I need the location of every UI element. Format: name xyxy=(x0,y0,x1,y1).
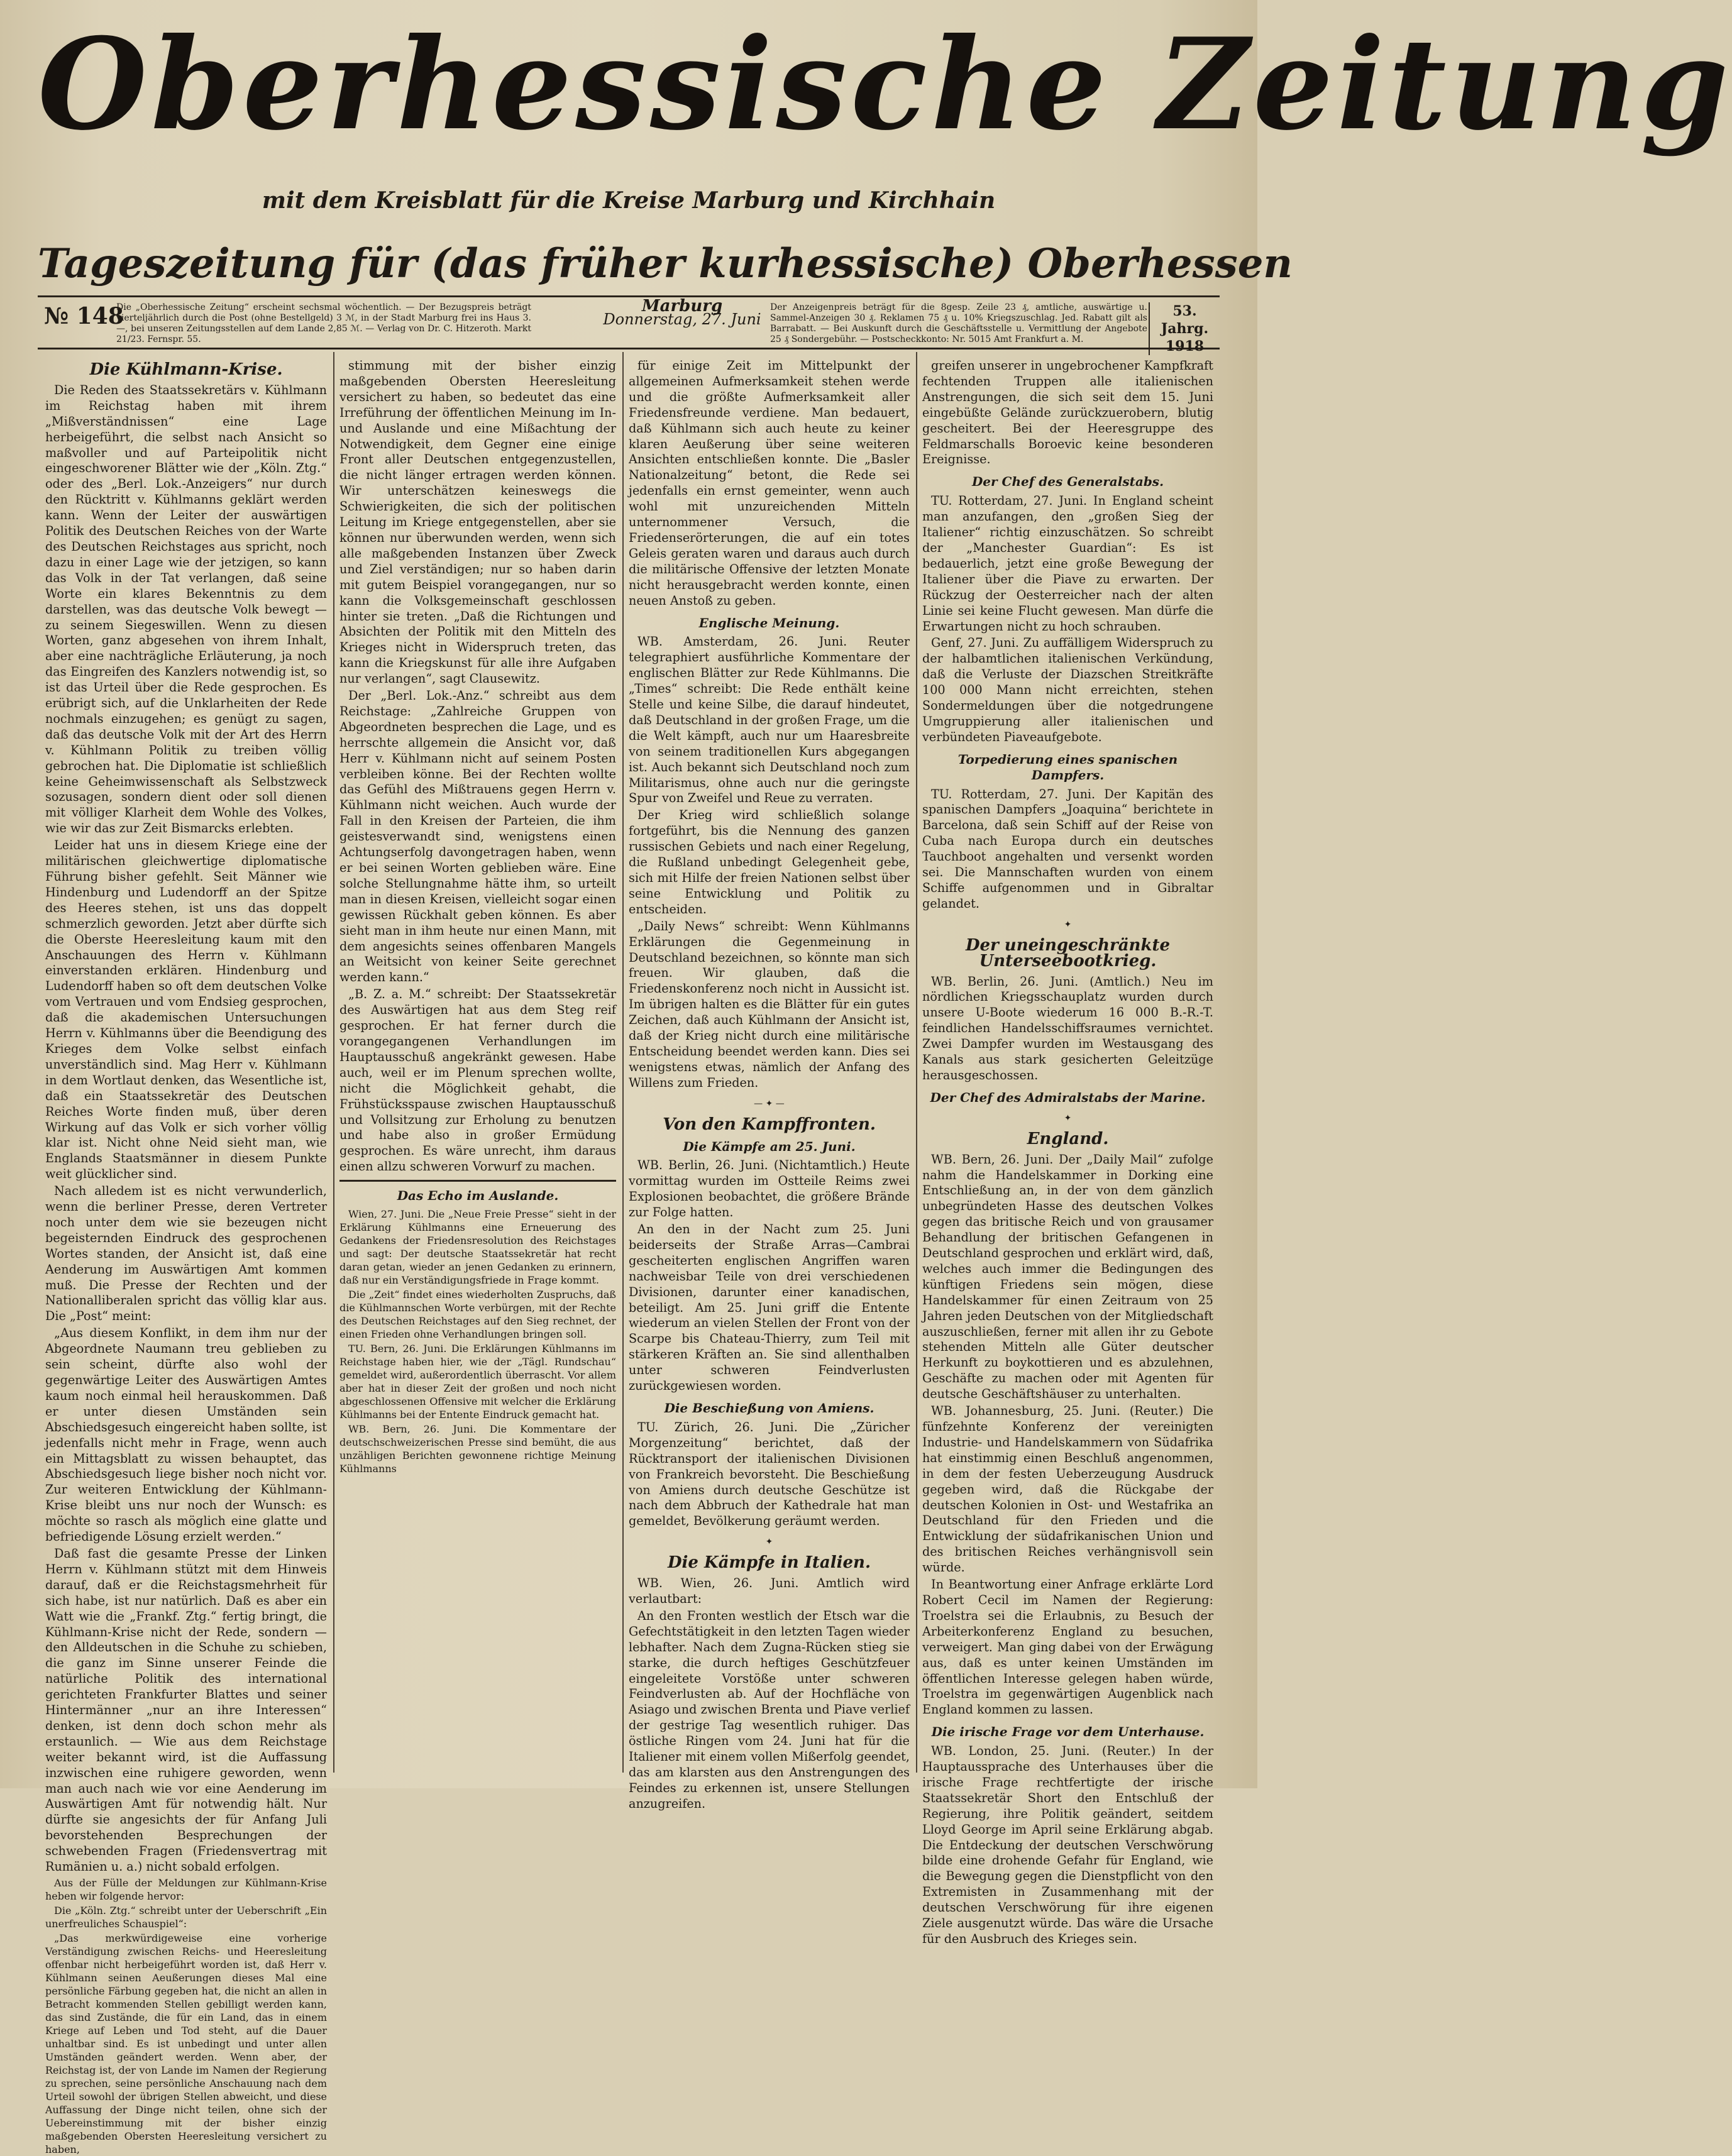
paragraph: Die „Zeit“ findet eines wiederholten Zuspruchs, daß die Kühlmannschen Worte verbürgen, mit der Rechte des Deutschen Reichstages auf den Sieg rechnet, der einen Frieden ohne Verhandlungen bringen soll. xyxy=(339,1289,616,1341)
column-1 xyxy=(45,358,327,2155)
column-rule xyxy=(916,352,917,1773)
paragraph: Der Krieg wird schließlich solange fortgeführt, bis die Nennung des ganzen russischen Gebiets und nach einer Regelung, die Rußland unbedingt Gelegenheit gebe, sich mit Hilfe der freien Nationen selbst über seine Entwicklung und Politik zu entscheiden. xyxy=(629,808,910,916)
volume-year xyxy=(1149,302,1215,355)
issue-number: № 148 xyxy=(44,303,124,329)
paragraph: WB. Bern, 26. Juni. Die Kommentare der deutschschweizerischen Presse sind bemüht, die aus unzähligen Berichten gewonnene richtige Meinung Kühlmanns xyxy=(339,1423,616,1475)
paragraph: „B. Z. a. M.“ schreibt: Der Staatssekretär des Auswärtigen hat aus dem Steg reif gesprochen. Er hat ferner durch die vorangegangenen Verhandlungen im Hauptausschuß angekränkt gewesen. Habe auch, weil er im Plenum sprechen wollte, nicht die Möglichkeit gehabt, die Frühstücksspause zwischen Hauptausschuß und Vollsitzung zur Erholung zu benutzen und habe also in großer Ermüdung gesprochen. Es wäre unrecht, ihm daraus einen allzu schweren Vorwurf zu machen. xyxy=(339,987,616,1174)
paragraph: greifen unserer in ungebrochener Kampfkraft fechtenden Truppen alle italienischen Anstrengungen, die sich seit dem 15. Juni eingebüßte Gelände zurückzuerobern, blutig gescheitert. Bei der Heeresgruppe des Feldmarschalls Boroevic keine besonderen Ereignisse. xyxy=(922,358,1213,467)
paragraph: TU. Rotterdam, 27. Juni. In England scheint man anzufangen, den „großen Sieg der Italiener“ richtig einzuschätzen. So schreibt der „Manchester Guardian“: Es ist bedauerlich, jetzt eine große Bewegung der Italiener über die Piave zu erwarten. Der Rückzug der Oesterreicher nach der alten Linie sei keine Flucht gewesen. Man dürfe die Erwartungen nicht zu hoch schrauben. xyxy=(922,493,1213,634)
ornament-divider: ✦ xyxy=(765,1537,773,1548)
paragraph: „Aus diesem Konflikt, in dem ihm nur der Abgeordnete Naumann treu geblieben zu sein scheint, dürfte also wohl der gegenwärtige Leiter des Auswärtigen Amtes kaum noch einmal heil herauskommen. Daß er unter diesen Umständen sein Abschiedsgesuch eingereicht haben sollte, ist jedenfalls nicht mehr in Frage, wenn auch ein Mittagsblatt zu wissen behauptet, das Abschiedsgesuch liege bisher noch nicht vor. Zur weiteren Entwicklung der Kühlmann-Krise bleibt uns nur noch der Wunsch: es möchte so rasch als möglich eine glatte und befriedigende Lösung erzielt werden.“ xyxy=(45,1326,327,1544)
ornament-divider: ✦ xyxy=(1064,1113,1072,1123)
paragraph: TU. Rotterdam, 27. Juni. Der Kapitän des spanischen Dampfers „Joaquina“ berichtete in Barcelona, daß sein Schiff auf der Reise von Cuba nach Europa durch ein deutsches Tauchboot angehalten und versenkt worden sei. Die Mannschaften wurden von einem Schiffe aufgenommen und in Gibraltar gelandet. xyxy=(922,786,1213,911)
section-subheading: Die Kämpfe am 25. Juni. xyxy=(683,1138,856,1154)
ornament-divider: ✦ xyxy=(1064,919,1072,930)
paragraph: An den in der Nacht zum 25. Juni beiderseits der Straße Arras—Cambrai gescheiterten englischen Angriffen waren nachweisbar Teile von drei verschiedenen Divisionen, darunter einer kanadischen, beteiligt. Am 25. Juni griff die Entente wiederum an vielen Stellen der Front von der Scarpe bis Chateau-Thierry, zum Teil mit stärkeren Kräften an. Sie sind allenthalben unter schweren Feindverlusten zurückgewiesen worden. xyxy=(629,1222,910,1394)
newspaper-tagline: Tageszeitung für (das früher kurhessische) Oberhessen xyxy=(38,240,1293,287)
paragraph: WB. Bern, 26. Juni. Der „Daily Mail“ zufolge nahm die Handelskammer in Dorking eine Entschließung an, in der von dem gänzlich unbegründeten Hasse des deutschen Volkes gegen das britische Reich und von grausamer Behandlung der britischen Gefangenen in Deutschland gesprochen und erklärt wird, daß, welches auch immer die Bedingungen des künftigen Friedens sein mögen, diese Handelskammer für einen Zeitraum von 25 Jahren jeden Deutschen von der Mitgliedschaft auszuschließen, ferner mit allen ihr zu Gebote stehenden Mitteln alle Güter deutscher Herkunft zu boykottieren und es abzulehnen, Geschäfte zu machen oder mit Agenten für deutsche Geschäftshäuser zu unterhalten. xyxy=(922,1152,1213,1402)
paragraph: Genf, 27. Juni. Zu auffälligem Widerspruch zu der halbamtlichen italienischen Verkündung, daß die Verluste der Diazschen Streitkräfte 100 000 Mann nicht erreichten, stehen Sondermeldungen über die notgedrungene Umgruppierung aller italienischen und verbündeten Piaveaufgebote. xyxy=(922,635,1213,744)
paragraph: WB. Johannesburg, 25. Juni. (Reuter.) Die fünfzehnte Konferenz der vereinigten Industrie- und Handelskammern von Südafrika hat einstimmig einen Beschluß angenommen, in dem der festen Ueberzeugung Ausdruck gegeben wird, daß die Rückgabe der deutschen Kolonien in Ost- und Westafrika an Deutschland für den Frieden und die Entwicklung der südafrikanischen Union und des britischen Reiches verhängnisvoll sein würde. xyxy=(922,1404,1213,1575)
paragraph: WB. Amsterdam, 26. Juni. Reuter telegraphiert ausführliche Kommentare der englischen Blätter zur Rede Kühlmanns. Die „Times“ schreibt: Die Rede enthält keine Stelle und keine Silbe, die darauf hindeutet, daß Deutschland in der großen Frage, um die die Welt kämpft, auch nur um Haaresbreite von seinem traditionellen Kurs abgegangen ist. Auch bekannt sich Deutschland noch zum Militarismus, ohne auch nur die geringste Spur von Zweifel und Reue zu verraten. xyxy=(629,634,910,806)
ornament-divider: — ✦ — xyxy=(754,1098,785,1109)
paragraph: Die „Köln. Ztg.“ schreibt unter der Ueberschrift „Ein unerfreuliches Schauspiel“: xyxy=(45,1905,327,1930)
paragraph: Aus der Fülle der Meldungen zur Kühlmann-Krise heben wir folgende hervor: xyxy=(45,1877,327,1902)
column-3 xyxy=(629,358,910,1811)
volume-number: 53. Jahrg. xyxy=(1161,303,1209,337)
dateline xyxy=(597,297,767,328)
article-heading: Der uneingeschränkte Unterseebootkrieg. xyxy=(965,935,1171,971)
dateline-date: Donnerstag, 27. Juni xyxy=(603,311,761,328)
column-4 xyxy=(922,358,1213,1946)
paragraph: TU. Zürich, 26. Juni. Die „Züricher Morgenzeitung“ berichtet, daß der Rücktransport der italienischen Divisionen von Frankreich bevorsteht. Die Beschießung von Amiens durch deutsche Geschütze ist nach dem Abbruch der Kathedrale hat man gemeldet, Bevölkerung geräumt werden. xyxy=(629,1419,910,1529)
newspaper-subtitle: mit dem Kreisblatt für die Kreise Marburg und Kirchhain xyxy=(262,187,996,214)
paragraph: WB. Berlin, 26. Juni. (Amtlich.) Neu im nördlichen Kriegsschauplatz wurden durch unsere U-Boote wiederum 16 000 B.-R.-T. feindlichen Handelsschiffsraumes vernichtet. Zwei Dampfer wurden im Westausgang des Kanals aus stark gesicherten Geleitzüge herausgeschossen. xyxy=(922,974,1213,1082)
paragraph: Nach alledem ist es nicht verwunderlich, wenn die berliner Presse, deren Vertreter noch unter dem wie sie bezeugen nicht begeisternden Eindruck des gesprochenen Wortes standen, der Ansicht ist, daß eine Aenderung im Auswärtigen Amt kommen muß. Die Presse der Rechten und der Nationalliberalen spricht das völlig klar aus. Die „Post“ meint: xyxy=(45,1184,327,1324)
dateline-city: Marburg xyxy=(641,297,723,316)
signature-line: Der Chef des Generalstabs. xyxy=(971,474,1164,490)
masthead xyxy=(38,6,1732,214)
section-subheading: Die irische Frage vor dem Unterhause. xyxy=(931,1724,1205,1740)
paragraph: Die Reden des Staatssekretärs v. Kühlmann im Reichstag haben mit ihrem „Mißverständnissen“ eine Lage herbeigeführt, die selbst nach Ansicht so maßvoller und auf Parteipolitik nicht eingeschworener Blätter wie der „Köln. Ztg.“ oder des „Berl. Lok.-Anzeigers“ nur durch den Rücktritt v. Kühlmanns geklärt werden kann. Wenn der Leiter der auswärtigen Politik des Deutschen Reiches von der Warte des Deutschen Reichstages aus spricht, noch dazu in einer Lage wie der jetzigen, so kann das Volk in der Tat verlangen, daß seine Worte ein klares Bekenntnis zu dem darstellen, was das deutsche Volk bewegt — zu seinem Siegeswillen. Wenn zu diesen Worten, ganz abgesehen von ihrem Inhalt, aber eine nachträgliche Erläuterung, ja noch das Eingreifen des Kanzlers notwendig ist, so ist das Urteil über die Rede gesprochen. Es erübrigt sich, auf die Unklarheiten der Rede nochmals einzugehen; es genügt zu sagen, daß das deutsche Volk mit der Art des Herrn v. Kühlmann Politik zu treiben völlig gebrochen hat. Die Diplomatie ist schließlich keine Geheimwissenschaft als Selbstzweck sozusagen, sondern dient oder soll dienen mit völliger Klarheit dem Wohle des Volkes, wie wir das zur Zeit Bismarcks erlebten. xyxy=(45,382,327,836)
paragraph: WB. Wien, 26. Juni. Amtlich wird verlautbart: xyxy=(629,1576,910,1606)
section-divider xyxy=(339,1180,616,1182)
advertising-info: Der Anzeigenpreis beträgt für die 8gesp. Zeile 23 ₰, amtliche, auswärtige u. Sammel-Anzeigen 30 ₰. Reklamen 75 ₰ u. 10% Kriegszuschlag. Jed. Rabatt gilt als Barrabatt. — Bei Auskunft durch die Geschäftsstelle u. Vermittlung der Angebote 25 ₰ Sondergebühr. — Postscheckkonto: Nr. 5015 Amt Frankfurt a. M. xyxy=(770,302,1147,344)
info-bar xyxy=(38,295,1220,355)
publication-year: 1918 xyxy=(1165,338,1205,355)
newspaper-title: Oberhessische Zeitung xyxy=(38,11,1732,158)
article-heading: Die Kämpfe in Italien. xyxy=(667,1553,871,1573)
paragraph: Daß fast die gesamte Presse der Linken Herrn v. Kühlmann stützt mit dem Hinweis darauf, daß er die Reichstagsmehrheit für sich habe, ist nur natürlich. Daß es aber ein Watt wie die „Frankf. Ztg.“ fertig bringt, die Kühlmann-Krise nicht der Rede, sondern — den Alldeutschen in die Schuhe zu schieben, die ganz im Sinne unserer Feinde die natürliche Politik des international gerichteten Frankfurter Blattes und seiner Hintermänner „nur an ihre Interessen“ denken, ist denn doch schon mehr als erstaunlich. — Wie aus dem Reichstage weiter bekannt wird, ist die Auffassung inzwischen eine ruhigere geworden, wenn man auch nach wie vor eine Aenderung im Auswärtigen Amt für notwendig hält. Nur dürfte sie angesichts der für Anfang Juli bevorstehenden Besprechungen der schwebenden Fragen (Friedensvertrag mit Rumänien u. a.) nicht sobald erfolgen. xyxy=(45,1546,327,1874)
paragraph: WB. London, 25. Juni. (Reuter.) In der Hauptaussprache des Unterhauses über die irische Frage rechtfertigte der irische Staatssekretär Short den Entschluß der Regierung, ihre Politik geändert, seitdem Lloyd George im April seine Erklärung abgab. Die Entdeckung der deutschen Verschwörung bilde eine drohende Gefahr für England, wie die Bewegung gegen die Dienstpflicht von den Extremisten in Zusammenhang mit der deutschen Verschwörung für ihre eigenen Ziele ausgenutzt würde. Das wäre die Ursache für den Ausbruch des Krieges sein. xyxy=(922,1744,1213,1946)
paragraph: für einige Zeit im Mittelpunkt der allgemeinen Aufmerksamkeit stehen werde und die größte Aufmerksamkeit aller Friedensfreunde verdiene. Man bedauert, daß Kühlmann sich auch heute zu keiner klaren Aeußerung über seine weiteren Ansichten entschließen konnte. Die „Basler Nationalzeitung“ betont, die Rede sei jedenfalls ein ernst gemeinter, wenn auch wohl mit unzureichenden Mitteln unternommener Versuch, die Friedenserörterungen, die auf ein totes Geleis geraten waren und daraus auch durch die militärische Offensive der letzten Monate nicht herausgebracht werden konnte, einen neuen Anstoß zu geben. xyxy=(629,358,910,608)
section-heading: Das Echo im Auslande. xyxy=(397,1188,559,1204)
paragraph: „Daily News“ schreibt: Wenn Kühlmanns Erklärungen die Gegenmeinung in Deutschland bezeichnen, so könnte man sich freuen. Wir glauben, daß die Friedenskonferenz noch nicht in Aussicht ist. Im übrigen halten es die Blätter für ein gutes Zeichen, daß auch Kühlmann der Ansicht ist, daß der Krieg nicht durch eine militärische Entscheidung beendet werden kann. Dies sei wenigstens etwas, nämlich der Anfang des Willens zum Frieden. xyxy=(629,918,910,1090)
paragraph: Wien, 27. Juni. Die „Neue Freie Presse“ sieht in der Erklärung Kühlmanns eine Erneuerung des Gedankens der Friedensresolution des Reichstages und sagt: Der deutsche Staatssekretär hat recht daran getan, wieder an jenen Gedanken zu erinnern, daß nur ein Verständigungsfriede in Frage kommt. xyxy=(339,1208,616,1287)
article-heading: Von den Kampffronten. xyxy=(663,1114,876,1134)
section-heading: Englische Meinung. xyxy=(698,615,840,630)
column-rule xyxy=(333,352,334,1773)
column-2 xyxy=(339,358,616,1773)
paragraph: „Das merkwürdigeweise eine vorherige Verständigung zwischen Reichs- und Heeresleitung offenbar nicht herbeigeführt worden ist, daß Herr v. Kühlmann seinen Aeußerungen dieses Mal eine persönliche Färbung gegeben hat, die nicht an allen in Betracht kommenden Stellen gebilligt werden kann, das sind Zustände, die für ein Land, das in einem Kriege auf Leben und Tod steht, auf die Dauer unhaltbar sind. Es ist unbedingt und unter allen Umständen geändert werden. Wenn aber, der Reichstag ist, der von Lande im Namen der Regierung zu sprechen, seine persönliche Anschauung nach dem Urteil sowohl der übrigen Stellen abweicht, und diese Auffassung der Dinge nicht teilen, ohne sich der Uebereinstimmung mit der bisher einzig maßgebenden Obersten Heeresleitung versichert zu haben, xyxy=(45,1932,327,2155)
paragraph: TU. Bern, 26. Juni. Die Erklärungen Kühlmanns im Reichstage haben hier, wie der „Tägl. Rundschau“ gemeldet wird, außerordentlich überrascht. Vor allem aber hat in dieser Zeit der großen und noch nicht abgeschlossenen Offensive mit welcher die Erklärung Kühlmanns bei der Entente Eindruck gemacht hat. xyxy=(339,1343,616,1421)
signature-line: Der Chef des Admiralstabs der Marine. xyxy=(930,1089,1206,1105)
section-subheading: Torpedierung eines spanischen Dampfers. xyxy=(957,751,1178,783)
paragraph: stimmung mit der bisher einzig maßgebenden Obersten Heeresleitung versichert zu haben, so bedeutet das eine Irreführung der öffentlichen Meinung im In- und Auslande und eine Mißachtung der Notwendigkeit, dem Gegner eine einige Front aller Deutschen entgegenzustellen, die nicht länger ertragen werden können. Wir unterschätzen keineswegs die Schwierigkeiten, die sich der politischen Leitung im Kriege entgegenstellen, aber sie können nur überwunden werden, wenn sich alle maßgebenden Instanzen über Zweck und Ziel verständigen; nur so haben darin mit gutem Beispiel vorangegangen, nur so kann die Volksgemeinschaft geschlossen hinter sie treten. „Daß die Richtungen und Absichten der Politik mit den Mitteln des Krieges nicht in Widerspruch treten, das kann die Kriegskunst für alle ihre Aufgaben nur verlangen“, sagt Clausewitz. xyxy=(339,358,616,686)
section-subheading: Die Beschießung von Amiens. xyxy=(664,1400,874,1416)
column-rule xyxy=(622,352,624,1773)
article-heading: Die Kühlmann-Krise. xyxy=(89,360,283,379)
paragraph: Der „Berl. Lok.-Anz.“ schreibt aus dem Reichstage: „Zahlreiche Gruppen von Abgeordneten besprechen die Lage, und es herrschte allgemein die Ansicht vor, daß Herr v. Kühlmann nicht auf seinem Posten verbleiben könne. Bei der Rechten wollte das Gefühl des Mißtrauens gegen Herrn v. Kühlmann nicht weichen. Auch wurde der Fall in den Kreisen der Parteien, die ihm geistesverwandt sind, wenigstens einen Achtungserfolg davongetragen haben, wenn er bei seinen Worten geblieben wäre. Eine solche Stellungnahme hätte ihm, so urteilt man in diesen Kreisen, vielleicht sogar einen gewissen Rückhalt geben können. Es aber sieht man in ihm heute nur einen Mann, mit dem angesichts seines offenbaren Mangels an Weitsicht von keiner Seite gerechnet werden kann.“ xyxy=(339,688,616,985)
article-heading: England. xyxy=(1027,1129,1109,1148)
paragraph: WB. Berlin, 26. Juni. (Nichtamtlich.) Heute vormittag wurden im Ostteile Reims zwei Explosionen beobachtet, die größere Brände zur Folge hatten. xyxy=(629,1158,910,1220)
subscription-info: Die „Oberhessische Zeitung“ erscheint sechsmal wöchentlich. — Der Bezugspreis beträgt vierteljährlich durch die Post (ohne Bestellgeld) 3 ℳ, in der Stadt Marburg frei ins Haus 3.—, bei unseren Zeitungsstellen auf dem Lande 2,85 ℳ. — Verlag von Dr. C. Hitzeroth. Markt 21/23. Fernspr. 55. xyxy=(116,302,531,344)
paragraph: In Beantwortung einer Anfrage erklärte Lord Robert Cecil im Namen der Regierung: Troelstra sei die Erlaubnis, zu Besuch der Arbeiterkonferenz England zu besuchen, verweigert. Man ging dabei von der Erwägung aus, daß es unter keinen Umständen im öffentlichen Interesse gelegen haben würde, Troelstra im gegenwärtigen Augenblick nach England kommen zu lassen. xyxy=(922,1577,1213,1717)
paragraph: An den Fronten westlich der Etsch war die Gefechtstätigkeit in den letzten Tagen wieder lebhafter. Nach dem Zugna-Rücken stieg sie starke, die durch heftiges Geschützfeuer eingeleitete Vorstöße unter schweren Feindverlusten ab. Auf der Hochfläche von Asiago und zwischen Brenta und Piave verlief der gestrige Tag wesentlich ruhiger. Das östliche Ringen vom 24. Juni hat für die Italiener mit einem vollen Mißerfolg geendet, das am klarsten aus den Anstrengungen des Feindes zu erkennen ist, unsere Stellungen anzugreifen. xyxy=(629,1608,910,1811)
paragraph: Leider hat uns in diesem Kriege eine der militärischen gleichwertige diplomatische Führung bisher gefehlt. Seit Männer wie Hindenburg und Ludendorff an der Spitze des Heeres stehen, ist uns das doppelt schmerzlich geworden. Jetzt aber dürfte sich die Oberste Heeresleitung kaum mit den Anschauungen des Herrn v. Kühlmann einverstanden erklären. Hindenburg und Ludendorff haben so oft dem deutschen Volke vom Vertrauen und vom Endsieg gesprochen, daß die akademischen Untersuchungen Herrn v. Kühlmanns über die Beendigung des Krieges dem Volke selbst einfach unverständlich sind. Mag Herr v. Kühlmann in dem Wortlaut denken, das Wesentliche ist, daß ein Staatssekretär des Deutschen Reiches Worte finden muß, über deren Wirkung auf das Volk er sich vorher völlig klar ist. Nicht ohne Neid sieht man, wie Englands Staatsmänner in diesem Punkte weit glücklicher sind. xyxy=(45,838,327,1182)
